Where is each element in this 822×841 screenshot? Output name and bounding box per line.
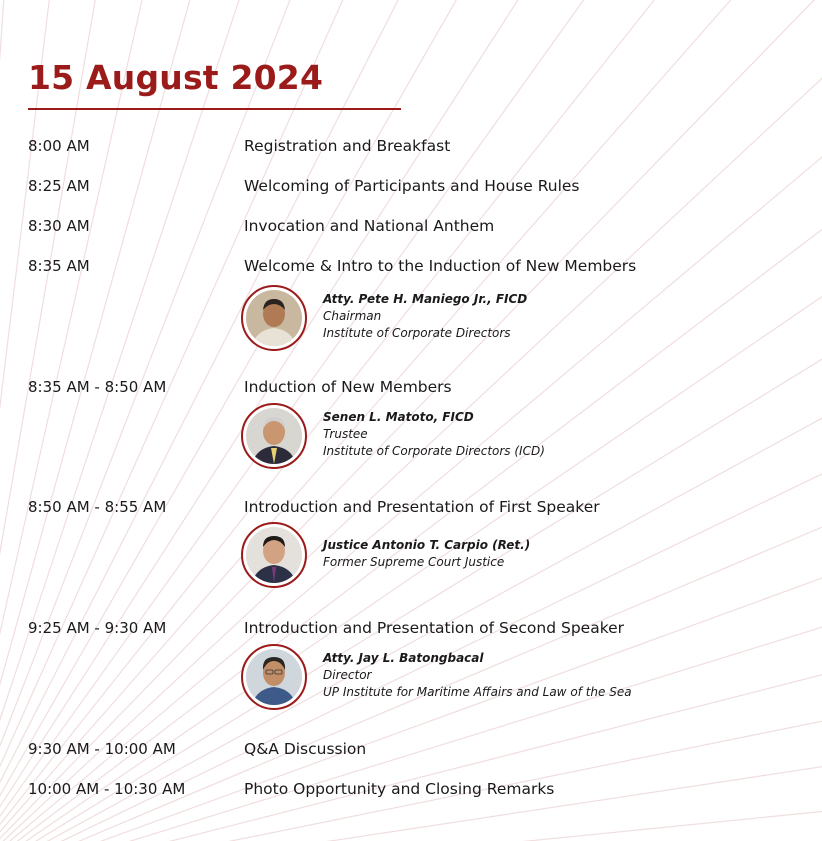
agenda-time: 8:30 AM: [28, 217, 90, 235]
person-portrait-icon: [246, 649, 302, 705]
speaker-photo: [241, 285, 307, 351]
agenda-time: 8:00 AM: [28, 137, 90, 155]
speaker-name: Justice Antonio T. Carpio (Ret.): [323, 538, 531, 552]
agenda-time: 10:00 AM - 10:30 AM: [28, 780, 186, 798]
speaker-role: Former Supreme Court Justice: [323, 555, 505, 569]
agenda-time: 8:35 AM: [28, 257, 90, 275]
agenda-activity: Welcoming of Participants and House Rules: [244, 177, 580, 195]
speaker-org: Institute of Corporate Directors: [323, 326, 511, 340]
agenda-time: 9:30 AM - 10:00 AM: [28, 740, 176, 758]
agenda-time: 8:35 AM - 8:50 AM: [28, 378, 167, 396]
agenda-activity: Q&A Discussion: [244, 740, 367, 758]
title-underline: [28, 108, 401, 110]
speaker-card: [241, 403, 801, 475]
page-title: 15 August 2024: [28, 58, 324, 97]
speaker-name: Atty. Pete H. Maniego Jr., FICD: [323, 292, 528, 306]
speaker-card: [241, 285, 801, 357]
person-portrait-icon: [246, 290, 302, 346]
speaker-org: UP Institute for Maritime Affairs and Law of the Sea: [323, 685, 632, 699]
speaker-photo: [241, 644, 307, 710]
agenda-activity: Introduction and Presentation of First Speaker: [244, 498, 600, 516]
agenda-activity: Invocation and National Anthem: [244, 217, 495, 235]
speaker-name: Senen L. Matoto, FICD: [323, 410, 474, 424]
person-portrait-icon: [246, 527, 302, 583]
agenda-activity: Induction of New Members: [244, 378, 452, 396]
agenda-activity: Welcome & Intro to the Induction of New Members: [244, 257, 637, 275]
speaker-photo: [241, 403, 307, 469]
speaker-card: [241, 522, 801, 594]
speaker-name: Atty. Jay L. Batongbacal: [323, 651, 484, 665]
person-portrait-icon: [246, 408, 302, 464]
speaker-org: Institute of Corporate Directors (ICD): [323, 444, 545, 458]
speaker-role: Trustee: [323, 427, 368, 441]
speaker-role: Director: [323, 668, 372, 682]
agenda-activity: Registration and Breakfast: [244, 137, 451, 155]
agenda-activity: Introduction and Presentation of Second Speaker: [244, 619, 625, 637]
agenda-time: 9:25 AM - 9:30 AM: [28, 619, 167, 637]
agenda-time: 8:50 AM - 8:55 AM: [28, 498, 167, 516]
speaker-role: Chairman: [323, 309, 382, 323]
speaker-card: [241, 644, 801, 716]
agenda-time: 8:25 AM: [28, 177, 90, 195]
speaker-photo: [241, 522, 307, 588]
agenda-activity: Photo Opportunity and Closing Remarks: [244, 780, 555, 798]
